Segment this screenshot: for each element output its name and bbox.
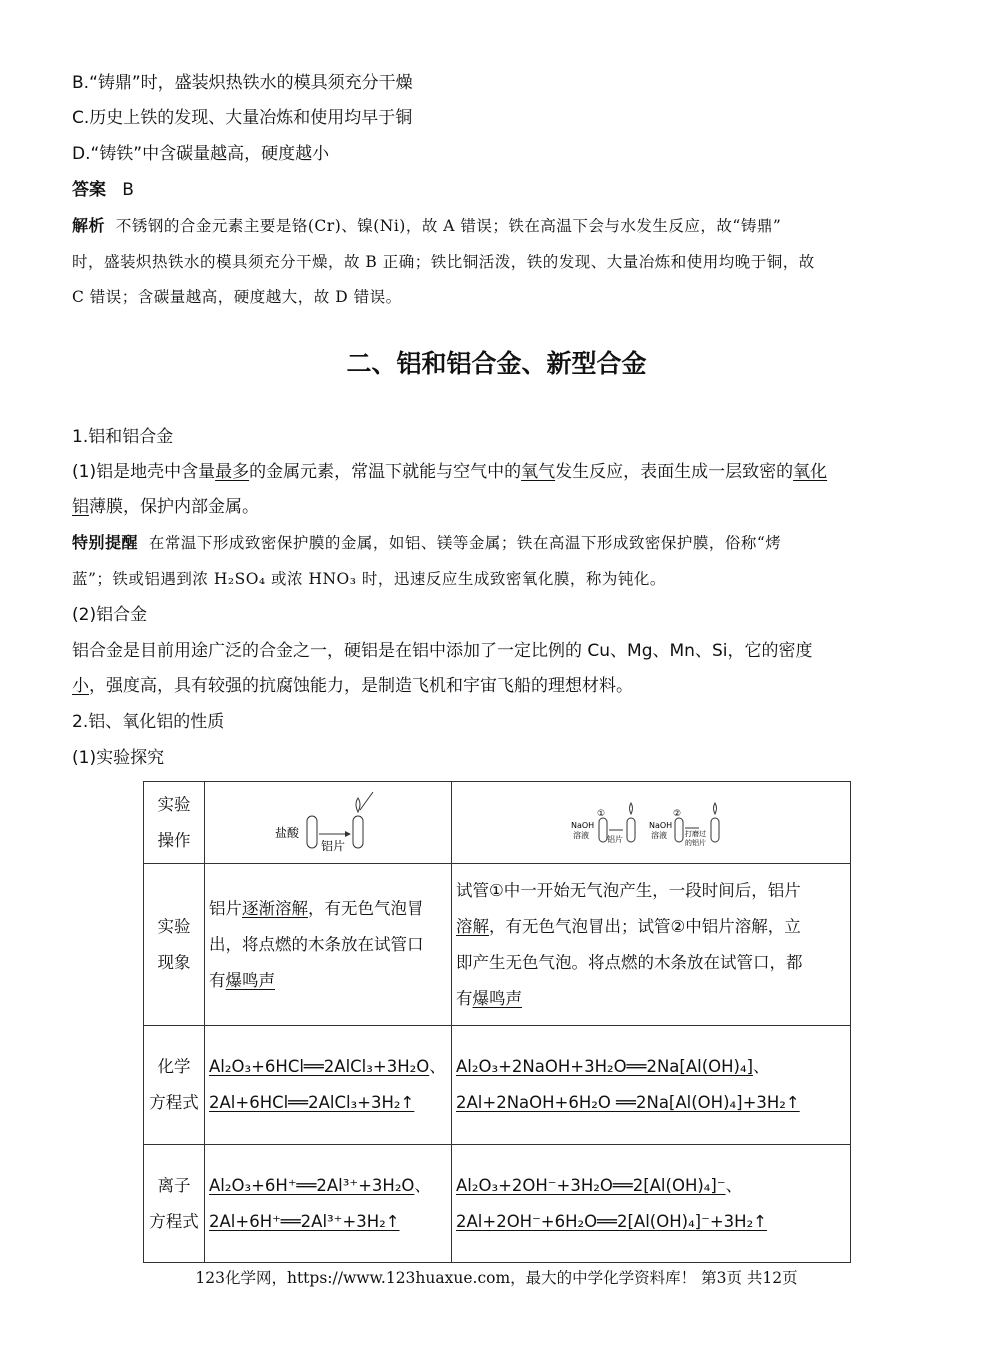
row-head-operation xyxy=(144,782,205,864)
text: 有 xyxy=(456,988,473,1008)
text: ，有无色气泡冒出；试管②中铝片溶解，立 xyxy=(489,916,801,936)
table-row xyxy=(144,1145,851,1263)
text: 试管①中一开始无气泡产生，一段时间后，铝片 xyxy=(456,880,801,900)
text: 有 xyxy=(209,970,226,990)
blank-answer: 2Al+2NaOH+6H₂O ══2Na[Al(OH)₄]+3H₂↑ xyxy=(456,1093,800,1112)
analysis-line-3: C 错误；含碳量越高，硬度越大，故 D 错误。 xyxy=(72,288,402,306)
text: 发生反应，表面生成一层致密的 xyxy=(555,462,794,482)
blank-answer: 氧气 xyxy=(521,462,556,482)
blank-answer: 2Al+6H⁺══2Al³⁺+3H₂↑ xyxy=(209,1211,400,1231)
row-head-text: 离子 方程式 xyxy=(149,1175,199,1231)
test-tube-icon xyxy=(711,818,719,842)
ionic-left-text xyxy=(209,1168,447,1240)
table-row xyxy=(144,782,851,864)
tip-line-1 xyxy=(72,532,781,554)
analysis-text-1: 不锈钢的合金元素主要是铬(Cr)、镍(Ni)，故 A 错误；铁在高温下会与水发生反应，故“铸鼎” xyxy=(115,217,782,235)
text: 、 xyxy=(414,1175,431,1195)
row-head-text: 实验 操作 xyxy=(157,794,191,850)
text: 出，将点燃的木条放在试管口 xyxy=(209,934,424,954)
text: ，强度高，具有较强的抗腐蚀能力，是制造飞机和宇宙飞船的理想材料。 xyxy=(89,676,633,696)
blank-answer: 逐渐溶解 xyxy=(242,898,308,918)
equation-left-text xyxy=(209,1049,447,1121)
text: 的金属元素，常温下就能与空气中的 xyxy=(249,462,522,482)
label-tube-1: ① xyxy=(597,808,606,819)
experiment-table xyxy=(143,781,851,1263)
table-row xyxy=(144,864,851,1026)
operation-left-cell xyxy=(205,782,452,864)
observation-left-cell xyxy=(205,864,452,1026)
label-polished-2: 的铝片 xyxy=(685,838,706,847)
operation-right-cell xyxy=(452,782,851,864)
option-b: B.“铸鼎”时，盛装炽热铁水的模具须充分干燥 xyxy=(72,73,413,93)
answer-line xyxy=(72,179,134,201)
option-c: C.历史上铁的发现、大量冶炼和使用均早于铜 xyxy=(72,108,413,128)
label-hcl: 盐酸 xyxy=(275,825,300,840)
equation-right-text xyxy=(456,1049,846,1121)
s1-p2-line1: 铝合金是目前用途广泛的合金之一，硬铝是在铝中添加了一定比例的 Cu、Mg、Mn、Si，它的密度 xyxy=(72,641,813,661)
label-tube-2: ② xyxy=(673,808,682,819)
equation-right-cell xyxy=(452,1026,851,1145)
row-head-ionic xyxy=(144,1145,205,1263)
label-polished-1: 打磨过 xyxy=(685,829,706,838)
blank-answer: 爆鸣声 xyxy=(225,970,275,990)
blank-answer: Al₂O₃+6H⁺══2Al³⁺+3H₂O xyxy=(209,1175,415,1195)
answer-label: 答案 xyxy=(72,180,106,200)
test-tube-icon xyxy=(599,818,607,842)
observation-right-text xyxy=(456,873,846,1017)
arrow-head-icon xyxy=(345,831,351,837)
observation-left-text xyxy=(209,891,447,999)
section-title: 二、铝和铝合金、新型合金 xyxy=(346,349,647,378)
blank-answer: 2Al+2OH⁻+6H₂O══2[Al(OH)₄]⁻+3H₂↑ xyxy=(456,1211,768,1231)
tip-text-1: 在常温下形成致密保护膜的金属，如铝、镁等金属；铁在高温下形成致密保护膜，俗称“烤 xyxy=(148,534,782,552)
text: 、 xyxy=(429,1057,446,1076)
equation-left-cell xyxy=(205,1026,452,1145)
text: 、 xyxy=(753,1057,770,1076)
observation-right-cell xyxy=(452,864,851,1026)
test-tube-icon xyxy=(627,818,635,842)
blank-answer: 2Al+6HCl══2AlCl₃+3H₂↑ xyxy=(209,1093,415,1112)
text: 铝片 xyxy=(209,898,242,918)
blank-answer: Al₂O₃+2OH⁻+3H₂O══2[Al(OH)₄]⁻ xyxy=(456,1175,726,1195)
s1-p1-line1 xyxy=(72,461,827,483)
ionic-left-cell xyxy=(205,1145,452,1263)
row-head-text: 实验 现象 xyxy=(157,916,191,972)
hcl-test-tube-figure xyxy=(273,788,383,858)
blank-answer: Al₂O₃+6HCl══2AlCl₃+3H₂O xyxy=(209,1057,430,1076)
blank-answer: 小 xyxy=(72,676,89,696)
s2-heading: 2.铝、氧化铝的性质 xyxy=(72,712,225,732)
label-piece-1: 铝片 xyxy=(607,834,623,844)
flame-icon xyxy=(714,803,717,814)
splint-icon xyxy=(360,792,373,810)
s1-p2-line2 xyxy=(72,675,633,697)
text: 即产生无色气泡。将点燃的木条放在试管口，都 xyxy=(456,952,803,972)
analysis-line-2: 时，盛装炽热铁水的模具须充分干燥，故 B 正确；铁比铜活泼，铁的发现、大量冶炼和使用均晚于铜，故 xyxy=(72,253,815,271)
text: 、 xyxy=(725,1175,743,1195)
test-tube-1-icon xyxy=(307,816,317,848)
blank-answer: 氧化 xyxy=(793,462,828,482)
analysis-label: 解析 xyxy=(72,216,106,235)
row-head-equation xyxy=(144,1026,205,1145)
label-naoh-1: NaOH xyxy=(571,820,595,830)
page-footer: 123化学网，https://www.123huaxue.com，最大的中学化学资料库！ 第3页 共12页 xyxy=(195,1269,798,1287)
label-solution-2: 溶液 xyxy=(651,830,667,840)
answer-value: B xyxy=(122,180,134,200)
label-al-piece: 铝片 xyxy=(321,838,346,853)
option-d: D.“铸铁”中含碳量越高，硬度越小 xyxy=(72,144,330,164)
text: ，有无色气泡冒 xyxy=(308,898,424,918)
ionic-right-text xyxy=(456,1168,846,1240)
text: (1)铝是地壳中含量 xyxy=(72,462,216,482)
ionic-right-cell xyxy=(452,1145,851,1263)
tip-label: 特别提醒 xyxy=(72,533,139,552)
blank-answer: Al₂O₃+2NaOH+3H₂O══2Na[Al(OH)₄] xyxy=(456,1057,754,1076)
analysis-line-1 xyxy=(72,215,781,237)
flame-icon xyxy=(356,798,360,812)
s1-heading: 1.铝和铝合金 xyxy=(72,427,174,447)
label-solution-1: 溶液 xyxy=(573,830,589,840)
s1-p2-heading: (2)铝合金 xyxy=(72,605,148,625)
blank-answer: 溶解 xyxy=(456,916,489,936)
naoh-test-tube-figure xyxy=(571,788,731,858)
test-tube-icon xyxy=(675,818,683,842)
label-naoh-2: NaOH xyxy=(649,820,673,830)
blank-answer: 最多 xyxy=(215,462,250,482)
text: 薄膜，保护内部金属。 xyxy=(89,497,259,517)
flame-icon xyxy=(630,803,633,814)
test-tube-2-icon xyxy=(353,816,363,848)
s1-p1-line2 xyxy=(72,496,259,518)
blank-answer: 爆鸣声 xyxy=(472,988,522,1008)
row-head-observation xyxy=(144,864,205,1026)
blank-answer: 铝 xyxy=(72,497,89,517)
tip-line-2: 蓝”；铁或铝遇到浓 H₂SO₄ 或浓 HNO₃ 时，迅速反应生成致密氧化膜，称为钝化。 xyxy=(72,570,666,588)
row-head-text: 化学 方程式 xyxy=(149,1057,199,1112)
table-row xyxy=(144,1026,851,1145)
s2-sub: (1)实验探究 xyxy=(72,748,165,768)
